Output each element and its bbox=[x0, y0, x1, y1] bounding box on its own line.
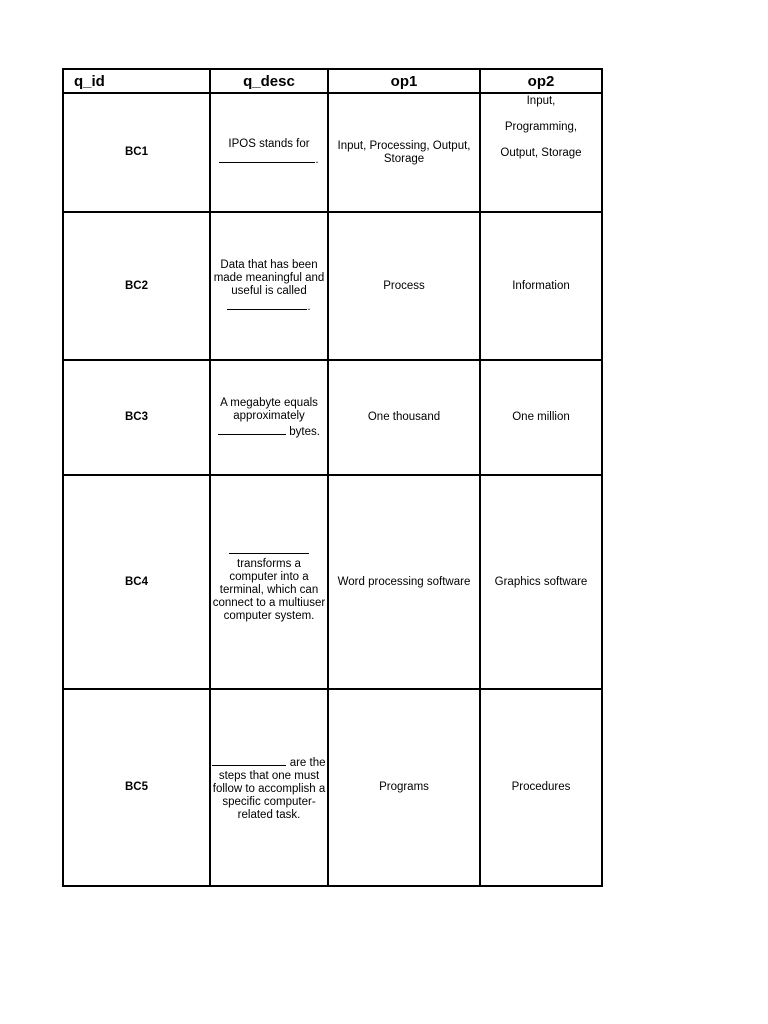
op2-cell: Information bbox=[480, 212, 602, 360]
op1-cell: Programs bbox=[328, 689, 480, 886]
op1-cell: Word processing software bbox=[328, 475, 480, 689]
q-id-cell: BC3 bbox=[63, 360, 210, 475]
q-desc-text-after: . bbox=[315, 154, 319, 166]
q-desc-cell bbox=[210, 689, 328, 886]
q-desc-cell bbox=[210, 360, 328, 475]
op2-cell: One million bbox=[480, 360, 602, 475]
q-id-cell: BC2 bbox=[63, 212, 210, 360]
op1-cell: Input, Processing, Output, Storage bbox=[328, 93, 480, 212]
q-id-cell: BC1 bbox=[63, 93, 210, 212]
q-desc-text: Data that has been made meaningful and useful is called bbox=[213, 258, 325, 297]
answer-blank bbox=[212, 754, 286, 766]
q-desc-text-after: bytes. bbox=[289, 425, 320, 438]
table-row bbox=[63, 689, 602, 886]
header-q-id: q_id bbox=[63, 69, 210, 93]
answer-blank bbox=[218, 423, 286, 435]
op2-cell bbox=[480, 93, 602, 212]
op2-line: Input, bbox=[526, 95, 556, 107]
q-desc-cell bbox=[210, 93, 328, 212]
q-desc-text-after: transforms a computer into a terminal, which can connect to a multiuser computer system. bbox=[212, 557, 326, 622]
op2-line: Programming, bbox=[504, 121, 578, 133]
op1-cell: Process bbox=[328, 212, 480, 360]
q-desc-text-after: are the steps that one must follow to accomplish a specific computer-related task. bbox=[212, 756, 326, 821]
q-id-cell: BC4 bbox=[63, 475, 210, 689]
op1-cell: One thousand bbox=[328, 360, 480, 475]
header-q-desc: q_desc bbox=[210, 69, 328, 93]
header-op1: op1 bbox=[328, 69, 480, 93]
answer-blank bbox=[229, 542, 309, 554]
header-row bbox=[63, 69, 602, 93]
answer-blank bbox=[227, 298, 307, 310]
header-op2: op2 bbox=[480, 69, 602, 93]
table-row bbox=[63, 93, 602, 212]
q-desc-text-after: . bbox=[307, 300, 311, 313]
op2-line: Output, Storage bbox=[500, 147, 582, 159]
q-desc-text: IPOS stands for bbox=[228, 138, 310, 150]
op2-cell: Graphics software bbox=[480, 475, 602, 689]
q-id-cell: BC5 bbox=[63, 689, 210, 886]
table-row bbox=[63, 475, 602, 689]
q-desc-cell bbox=[210, 212, 328, 360]
table-row bbox=[63, 212, 602, 360]
question-table bbox=[62, 68, 603, 887]
q-desc-cell bbox=[210, 475, 328, 689]
q-desc-text: A megabyte equals approximately bbox=[220, 396, 318, 422]
op2-cell: Procedures bbox=[480, 689, 602, 886]
table-row bbox=[63, 360, 602, 475]
answer-blank bbox=[219, 151, 315, 163]
